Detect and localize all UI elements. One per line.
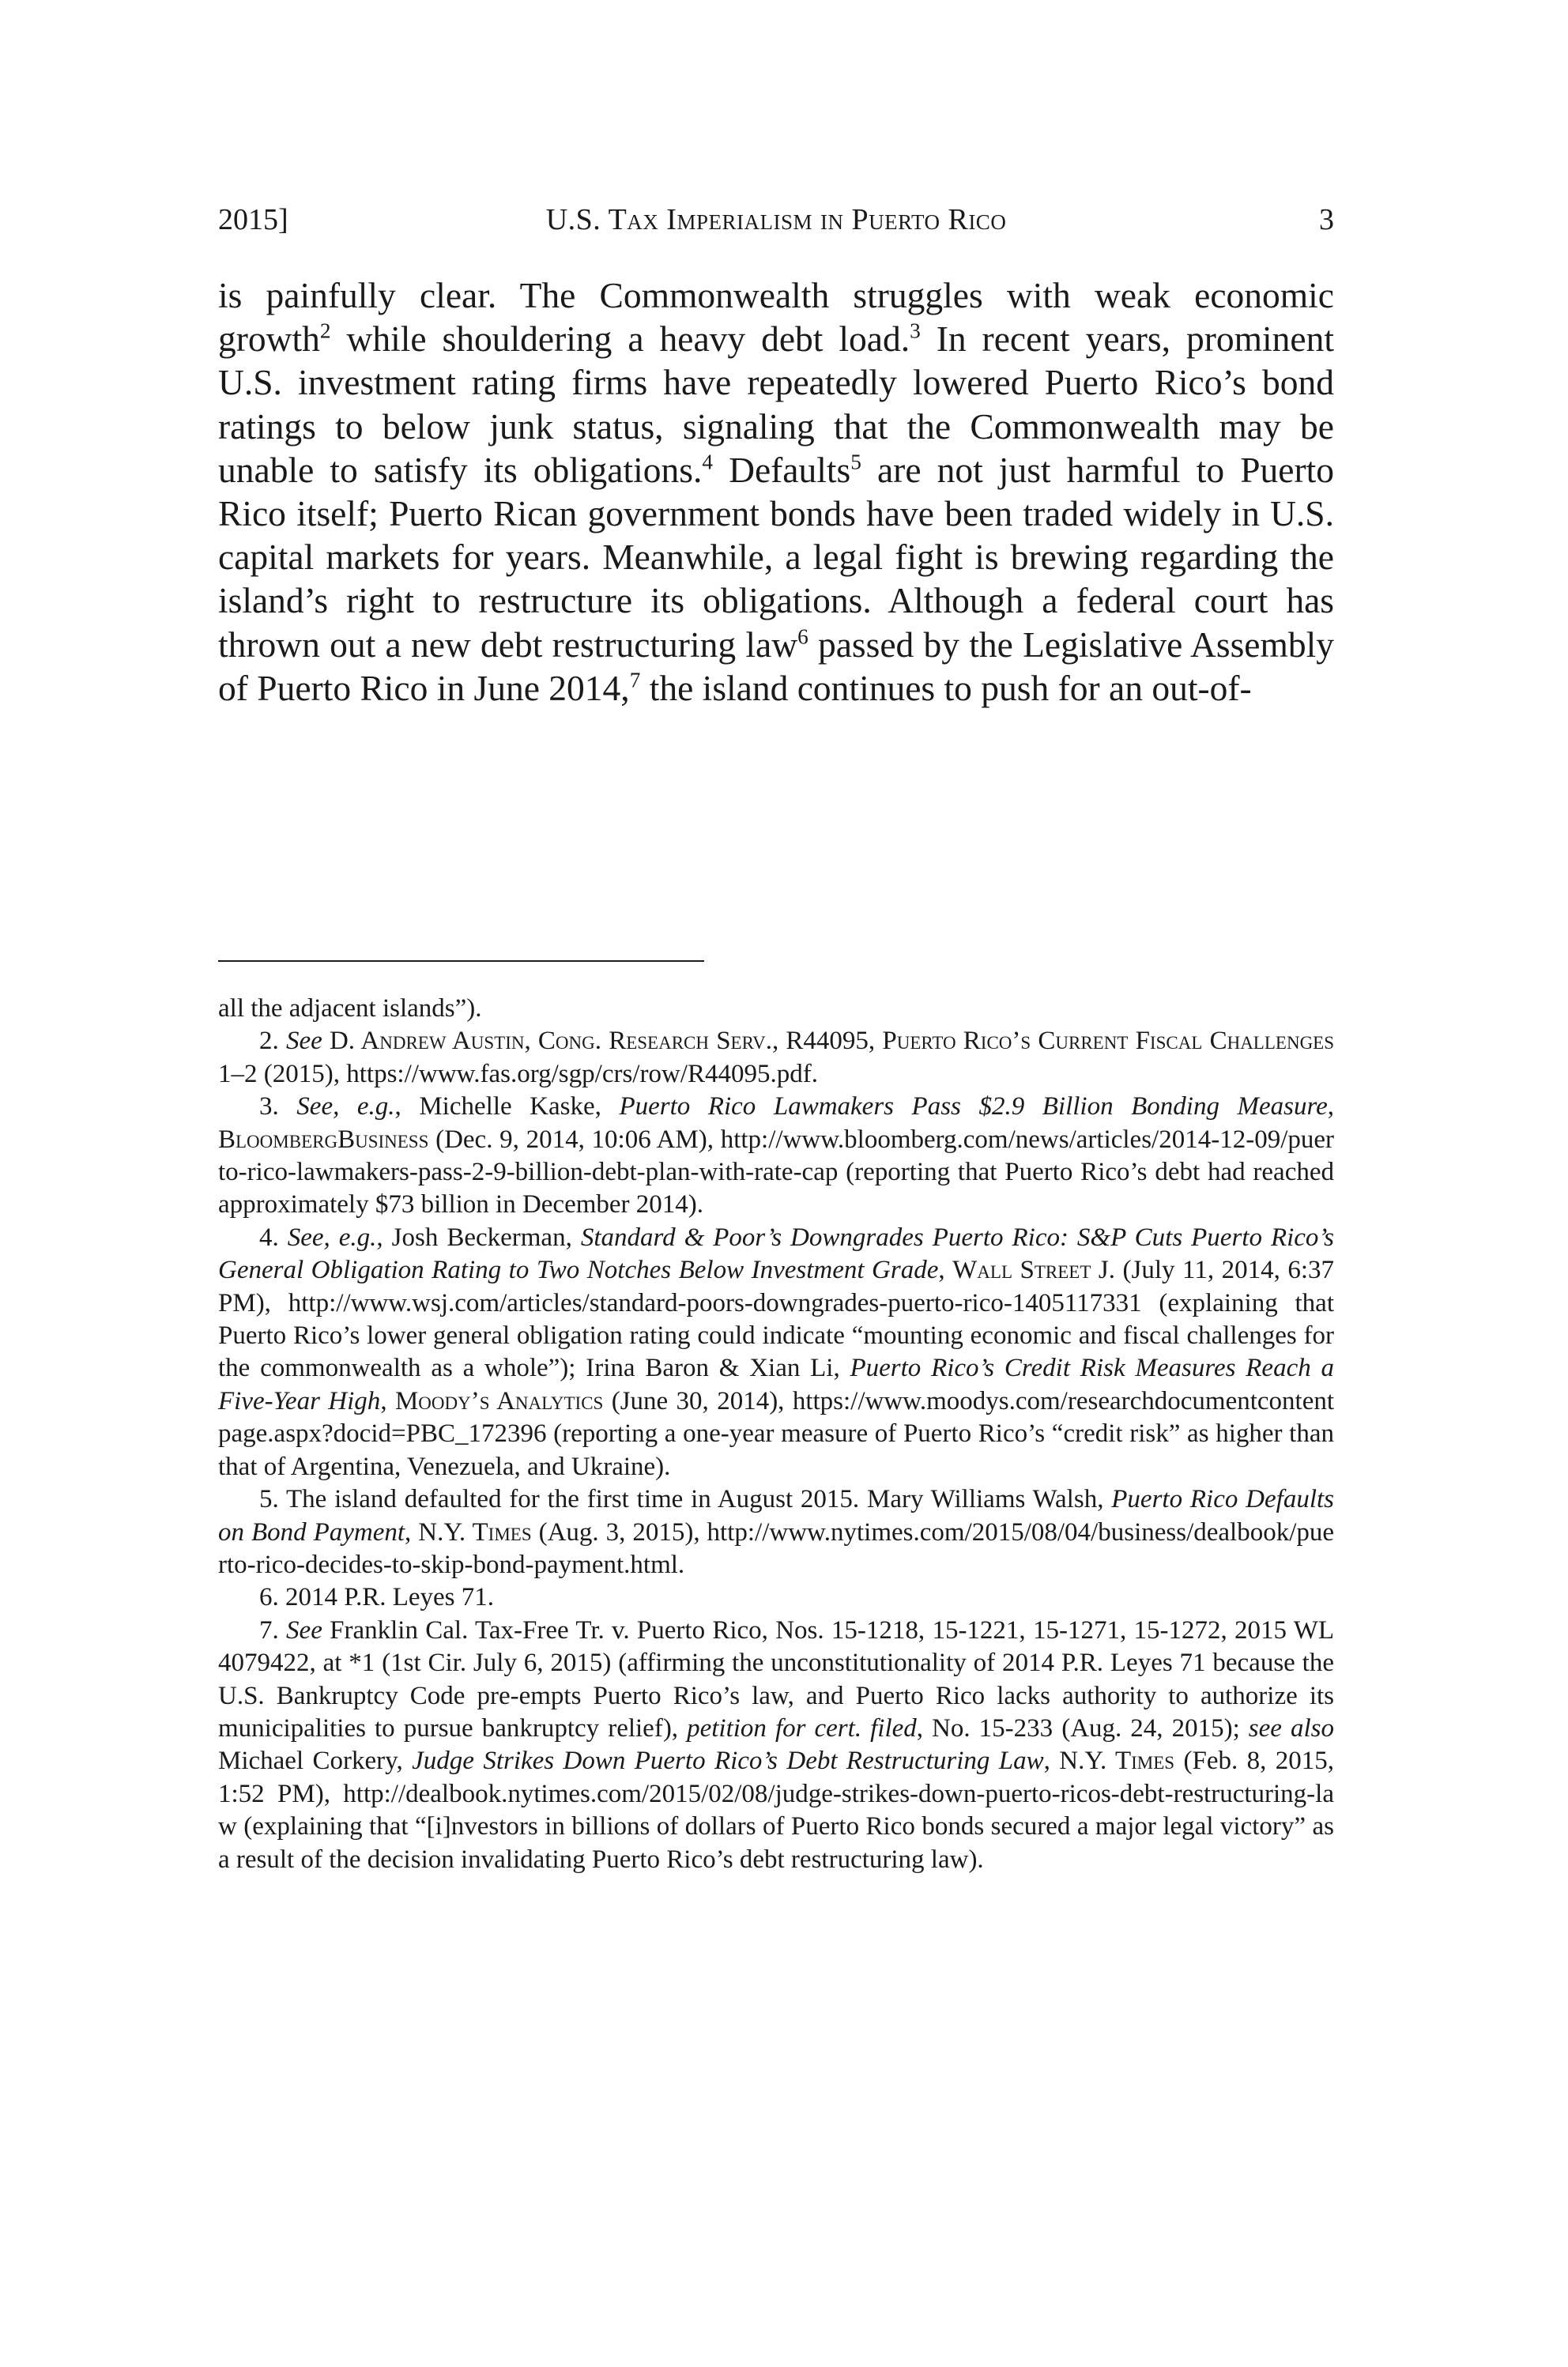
footnotes — [218, 993, 1334, 1876]
footnote-text: 2014 P.R. Leyes 71. — [285, 1583, 494, 1612]
footnote-text: (reporting a one-year measure of Puerto Rico’s “credit risk” as higher than that of Argentina, Venezuela, and Ukraine). — [218, 1419, 1334, 1481]
footnote-text: Franklin Cal. Tax-Free Tr. v. Puerto Rico, Nos. 15-1218, 15-1221, 15-1271, 15-1272, 2015 WL 4079422, at *1 (1st Cir. July 6, 2015) (affirming the unconstitutionality of 2014 P.R. Leyes 71 because the U.S. Bankruptcy Code pre-empts Puerto Rico’s law, and Puerto Rico lacks authority to authorize its municipalities to pursue bankruptcy relief), — [218, 1615, 1335, 1743]
footnote-7 — [218, 1615, 1334, 1876]
footnote-ref-4: 4 — [702, 450, 714, 474]
body-text-segment: are not just harmful to Puerto Rico itself; Puerto Rican government bonds have been traded widely in U.S. capital markets for years. Meanwhile, a legal fight is brewing regarding the island’s right to restructure its obligations. Although a federal court has thrown out a new debt restructuring law — [218, 449, 1334, 665]
source: BloombergBusiness — [218, 1125, 429, 1154]
footnote-text: (Dec. 9, 2014, 10:06 AM), — [428, 1125, 721, 1154]
signal: See — [286, 1615, 322, 1645]
body-text-segment: Defaults — [713, 449, 851, 490]
footnote-continuation — [218, 993, 1334, 1025]
footnote-text: , — [380, 1386, 395, 1415]
footnote-number: 5. — [259, 1485, 279, 1514]
footnote-ref-7: 7 — [629, 668, 641, 692]
footnote-number: 3. — [259, 1092, 279, 1121]
footnote-text: (Aug. 3, 2015), — [531, 1517, 707, 1547]
signal: See, e.g. — [296, 1092, 395, 1121]
footnote-text: (June 30, 2014), — [603, 1386, 793, 1415]
running-head — [218, 196, 1334, 243]
footnote-text: (explaining that Puerto Rico’s lower general obligation rating could indicate “mounting economic and fiscal challenges for the commonwealth as a whole”); Irina Baron & Xian Li, — [218, 1288, 1334, 1383]
body-paragraph — [218, 273, 1334, 710]
url: http://www.nytimes.com/2015/08/04/business/dealbook/puerto-rico-decides-to-skip-bond-payment.html. — [218, 1517, 1335, 1579]
source: Wall Street J. — [952, 1256, 1116, 1285]
report-title: Puerto Rico’s Current Fiscal Challenges — [882, 1027, 1335, 1056]
footnote-text: , Michelle Kaske, — [394, 1092, 620, 1121]
signal: See, e.g. — [287, 1223, 377, 1252]
footnote-text: , — [938, 1256, 953, 1285]
footnote-number: 6. — [259, 1583, 279, 1612]
running-head-title: U.S. Tax Imperialism in Puerto Rico — [545, 203, 1007, 236]
url: http://www.bloomberg.com/news/articles/2014-12-09/puerto-rico-lawmakers-pass-2-9-billion-debt-plan-with-rate-cap — [218, 1125, 1334, 1187]
footnote-text: , — [1327, 1092, 1334, 1121]
footnote-5 — [218, 1483, 1334, 1581]
footnote-text: (reporting that Puerto Rico’s debt had reached approximately $73 billion in December 2014). — [218, 1158, 1334, 1219]
footnote-4 — [218, 1222, 1334, 1483]
body-text-segment: is painfully clear. The Commonwealth struggles with weak economic growth — [218, 275, 1334, 360]
footnote-text: , — [1043, 1747, 1060, 1776]
source: Moody’s Analytics — [394, 1386, 604, 1415]
article-title: Standard & Poor’s Downgrades Puerto Rico: S&P Cuts Puerto Rico’s General Obligation Rating to Two Notches Below Investment Grade — [218, 1223, 1335, 1285]
article-title: Judge Strikes Down Puerto Rico’s Debt Restructuring Law — [412, 1747, 1044, 1776]
footnote-text: (July 11, 2014, 6:37 PM), — [218, 1256, 1335, 1317]
body-text-segment: the island continues to push for an out-of- — [640, 667, 1252, 708]
footnote-2 — [218, 1025, 1334, 1091]
footnote-text: , R44095, — [771, 1027, 883, 1056]
url: https://www.fas.org/sgp/crs/row/R44095.pdf. — [346, 1059, 818, 1088]
footnote-text: (explaining that “[i]nvestors in billions of dollars of Puerto Rico bonds secured a major legal victory” as a result of the decision invalidating Puerto Rico’s debt restructuring law). — [218, 1812, 1334, 1874]
article-title: Puerto Rico Defaults on Bond Payment — [218, 1485, 1334, 1547]
footnote-number: 2. — [259, 1027, 279, 1056]
article-title: Puerto Rico Lawmakers Pass $2.9 Billion Bonding Measure — [619, 1092, 1328, 1121]
footnote-divider — [218, 960, 704, 962]
url: http://www.wsj.com/articles/standard-poors-downgrades-puerto-rico-1405117331 — [288, 1288, 1142, 1317]
footnote-number: 7. — [259, 1615, 279, 1645]
subsequent-history: petition for cert. filed — [687, 1713, 917, 1743]
url: http://dealbook.nytimes.com/2015/02/08/judge-strikes-down-puerto-ricos-debt-restructuring-law — [218, 1779, 1334, 1841]
page-number: 3 — [1319, 203, 1334, 236]
source: N.Y. Times — [418, 1517, 532, 1547]
url: https://www.moodys.com/researchdocumentcontentpage.aspx?docid=PBC_172396 — [218, 1386, 1335, 1449]
footnote-text: (Feb. 8, 2015, 1:52 PM), — [218, 1747, 1335, 1808]
article-title: Puerto Rico’s Credit Risk Measures Reach a Five-Year High — [218, 1354, 1334, 1415]
source: N.Y. Times — [1059, 1747, 1175, 1776]
footnote-ref-5: 5 — [850, 450, 861, 474]
footnote-text: The island defaulted for the first time in August 2015. Mary Williams Walsh, — [285, 1485, 1112, 1514]
footnote-text: Michael Corkery, — [218, 1747, 413, 1776]
footnote-6 — [218, 1581, 1334, 1614]
footnote-number: 4. — [259, 1223, 279, 1252]
footnote-text: , — [405, 1517, 419, 1547]
body-text-segment: passed by the Legislative Assembly of Puerto Rico in June 2014, — [218, 624, 1334, 708]
body-text-segment: In recent years, prominent U.S. investment rating firms have repeatedly lowered Puerto Rico’s bond ratings to below junk status, signaling that the Commonwealth may be unable to satisfy its obligations. — [218, 318, 1334, 490]
footnote-ref-6: 6 — [797, 624, 808, 649]
footnote-text: 1–2 (2015), — [218, 1059, 347, 1088]
author: D. Andrew Austin, Cong. Research Serv. — [329, 1027, 772, 1056]
footnote-text: , Josh Beckerman, — [376, 1223, 581, 1252]
footnote-text: all the adjacent islands”). — [218, 994, 482, 1023]
signal: see also — [1248, 1713, 1334, 1743]
body-text-segment: while shouldering a heavy debt load. — [330, 318, 910, 360]
footnote-text: , No. 15-233 (Aug. 24, 2015); — [916, 1713, 1249, 1743]
footnote-3 — [218, 1091, 1334, 1222]
running-head-year: 2015] — [218, 203, 288, 236]
footnote-ref-2: 2 — [319, 318, 331, 343]
footnote-ref-3: 3 — [910, 318, 921, 343]
signal: See — [285, 1027, 322, 1056]
